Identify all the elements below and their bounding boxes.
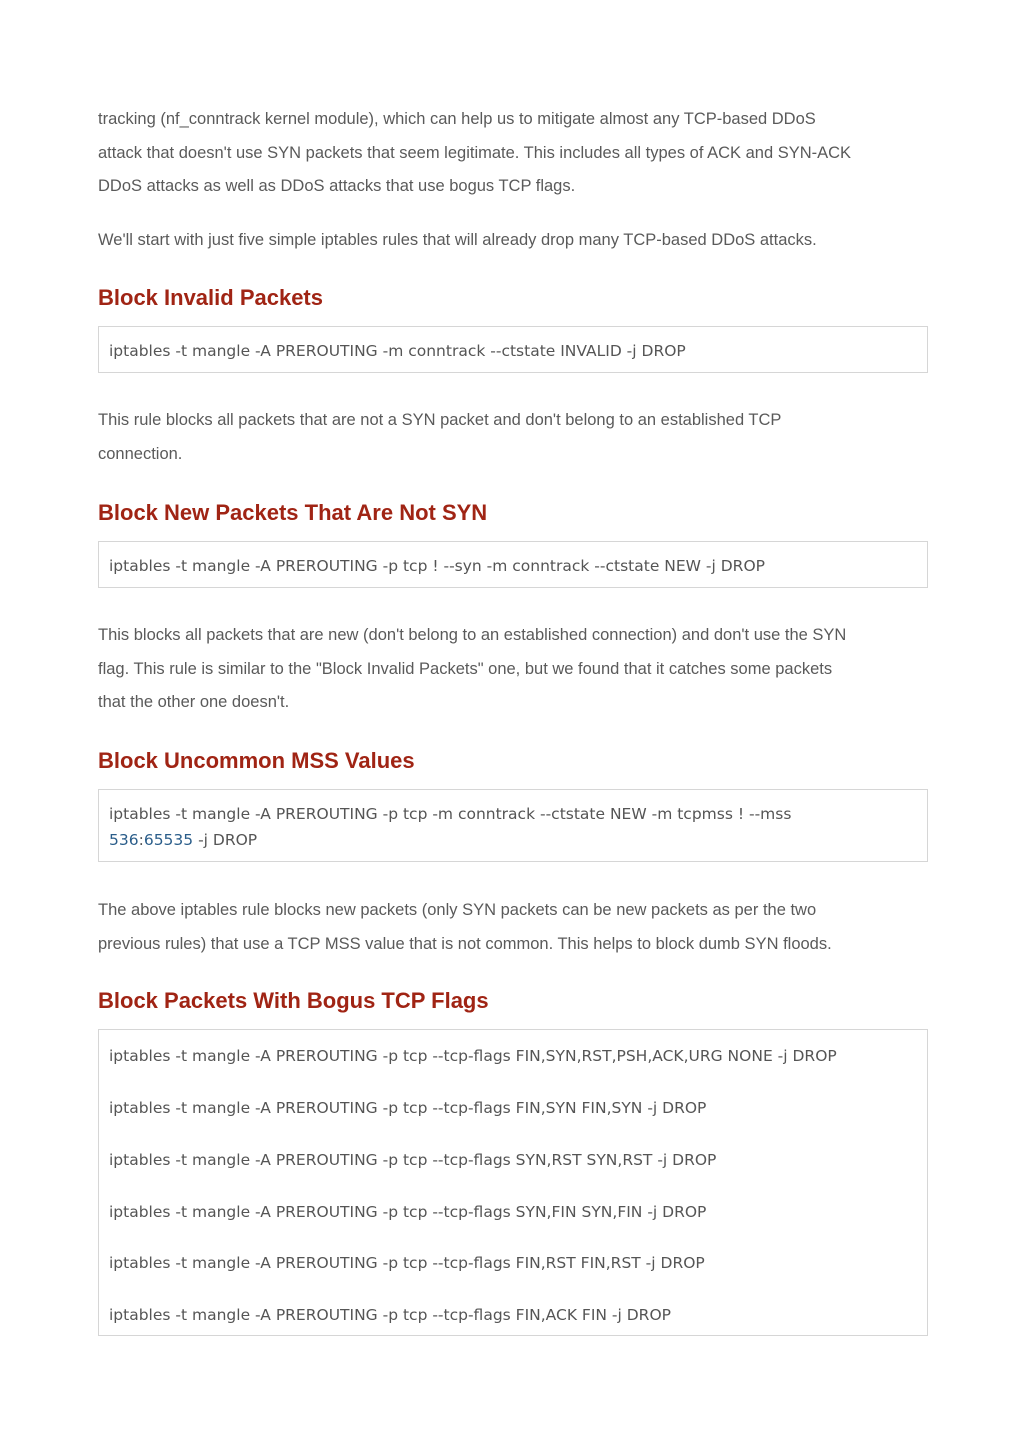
- text-line: connection.: [98, 444, 183, 463]
- section-heading-mss: Block Uncommon MSS Values: [98, 748, 415, 773]
- code-text: -j DROP: [193, 831, 258, 849]
- intro-paragraph: [98, 103, 851, 204]
- code-number: 536: [109, 831, 139, 849]
- code-line: iptables -t mangle -A PREROUTING -p tcp ! --syn -m conntrack --ctstate NEW -j DROP: [109, 557, 766, 575]
- code-number: 65535: [143, 831, 194, 849]
- text-line: tracking (nf_conntrack kernel module), which can help us to mitigate almost any TCP-based DDoS: [98, 110, 816, 128]
- description-invalid: [98, 404, 781, 471]
- code-block-mss: [98, 789, 928, 862]
- code-line: iptables -t mangle -A PREROUTING -p tcp --tcp-flags FIN,RST FIN,RST -j DROP: [109, 1254, 705, 1272]
- text-line: that the other one doesn't.: [98, 693, 290, 711]
- code-line: [109, 827, 917, 853]
- text-line: flag. This rule is similar to the "Block Invalid Packets" one, but we found that it catches some packets: [98, 659, 833, 678]
- text-line: DDoS attacks as well as DDoS attacks that use bogus TCP flags.: [98, 177, 576, 195]
- text-line: This blocks all packets that are new (don't belong to an established connection) and don't use the SYN: [98, 626, 847, 644]
- section-heading-not-syn: Block New Packets That Are Not SYN: [98, 500, 488, 525]
- intro-paragraph-2: We'll start with just five simple iptables rules that will already drop many TCP-based DDoS attacks.: [98, 231, 817, 249]
- code-line: iptables -t mangle -A PREROUTING -p tcp --tcp-flags FIN,ACK FIN -j DROP: [109, 1306, 671, 1324]
- section-heading-invalid: Block Invalid Packets: [98, 285, 323, 310]
- code-line: iptables -t mangle -A PREROUTING -p tcp --tcp-flags FIN,SYN FIN,SYN -j DROP: [109, 1099, 707, 1117]
- text-line: This rule blocks all packets that are not a SYN packet and don't belong to an established TCP: [98, 411, 782, 429]
- description-mss: [98, 894, 832, 961]
- code-block-not-syn: [98, 541, 928, 588]
- code-line: iptables -t mangle -A PREROUTING -p tcp --tcp-flags FIN,SYN,RST,PSH,ACK,URG NONE -j DROP: [109, 1047, 837, 1065]
- code-block-bogus: [98, 1029, 928, 1336]
- description-not-syn: [98, 619, 846, 720]
- text-line: attack that doesn't use SYN packets that seem legitimate. This includes all types of ACK and SYN-ACK: [98, 143, 852, 162]
- code-line: iptables -t mangle -A PREROUTING -p tcp -m conntrack --ctstate NEW -m tcpmss ! --mss: [109, 805, 792, 823]
- code-block-invalid: [98, 326, 928, 373]
- code-line: iptables -t mangle -A PREROUTING -p tcp --tcp-flags SYN,RST SYN,RST -j DROP: [109, 1151, 717, 1169]
- text-line: The above iptables rule blocks new packets (only SYN packets can be new packets as per the two: [98, 901, 817, 919]
- text-line: previous rules) that use a TCP MSS value that is not common. This helps to block dumb SYN floods.: [98, 934, 832, 953]
- section-heading-bogus: Block Packets With Bogus TCP Flags: [98, 988, 489, 1013]
- code-separator: :: [138, 831, 144, 849]
- code-line: iptables -t mangle -A PREROUTING -p tcp --tcp-flags SYN,FIN SYN,FIN -j DROP: [109, 1203, 707, 1221]
- code-line: iptables -t mangle -A PREROUTING -m conntrack --ctstate INVALID -j DROP: [109, 342, 686, 360]
